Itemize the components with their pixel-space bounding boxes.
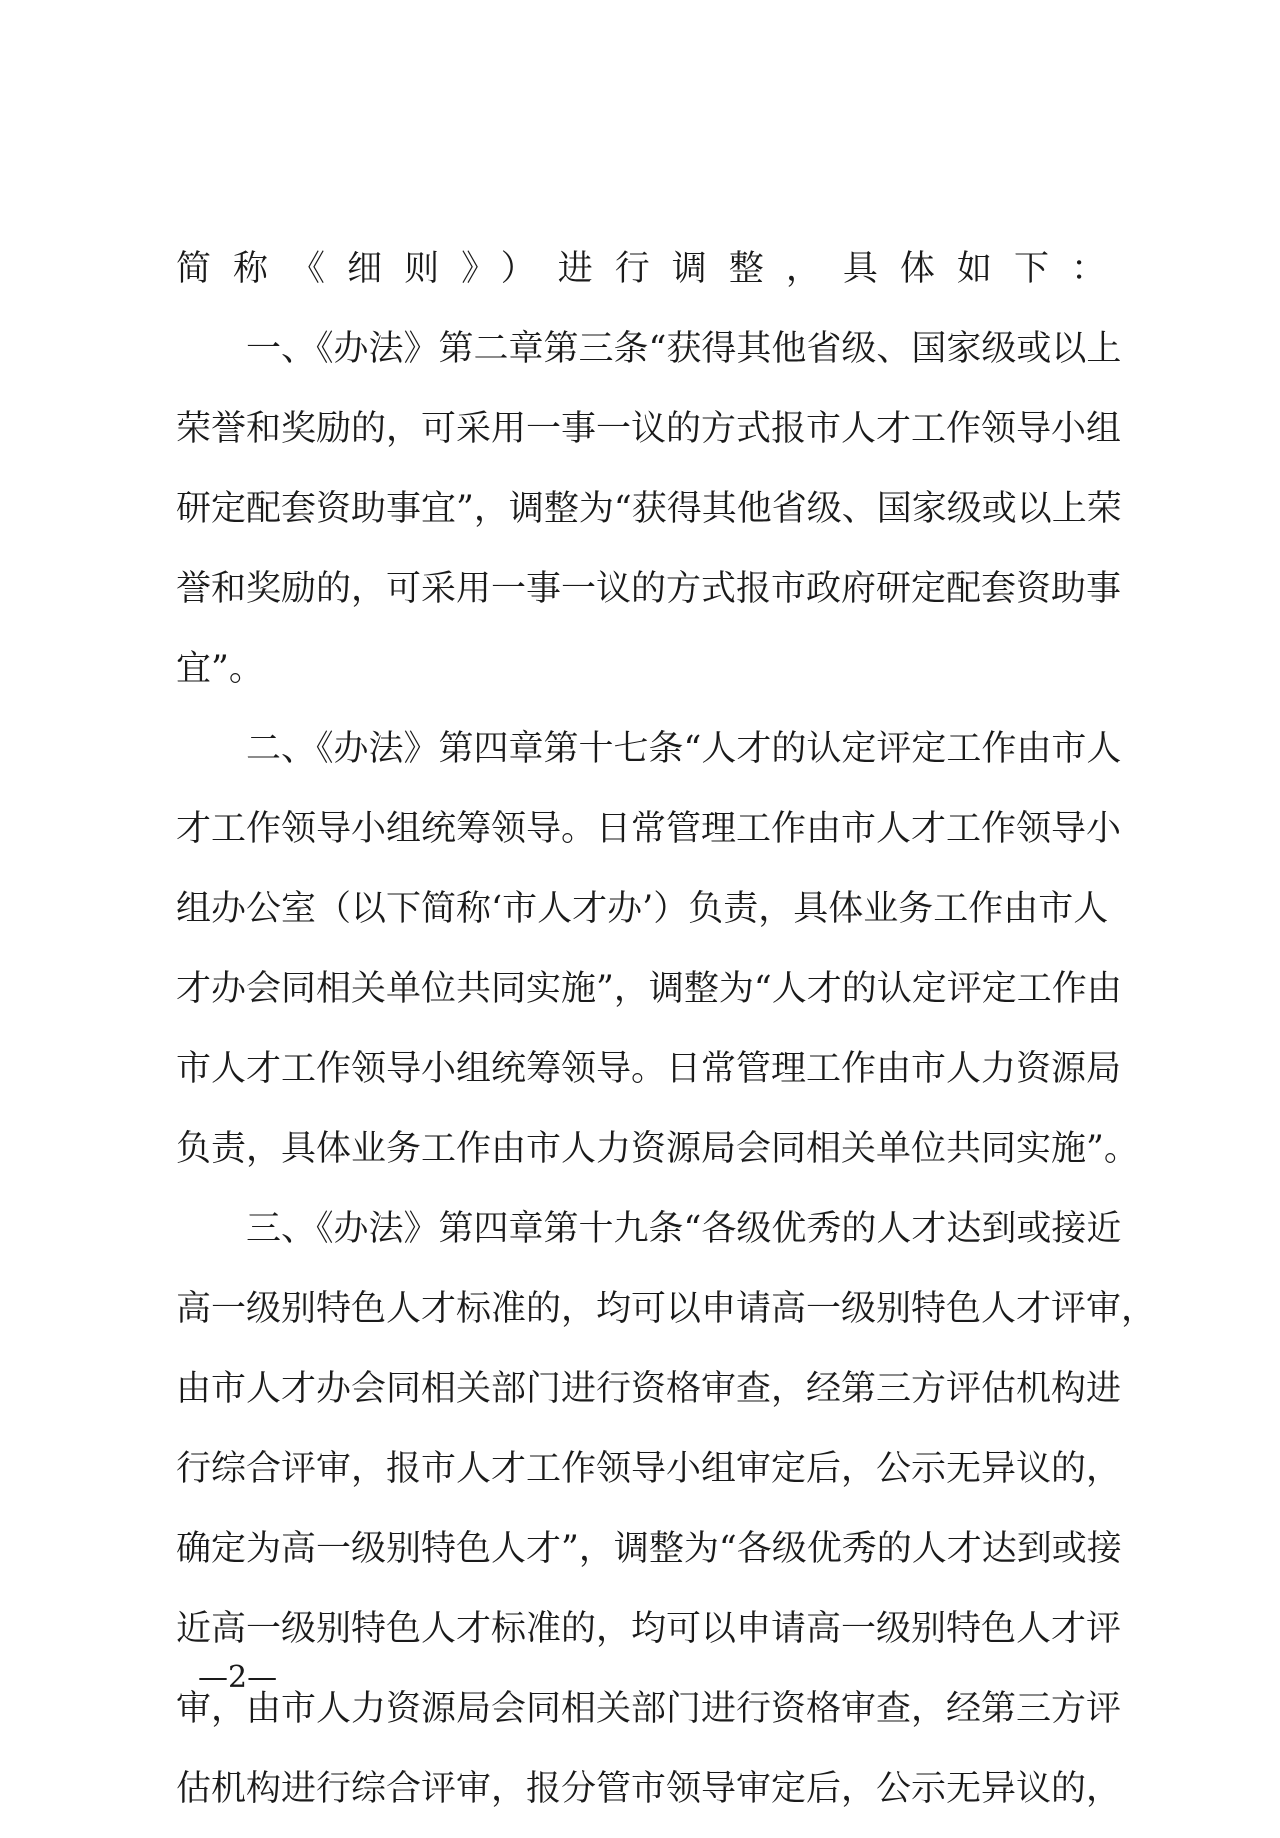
- text-line: 由市人才办会同相关部门进行资格审查，经第三方评估机构进: [176, 1369, 1122, 1409]
- paragraph-1-line: 一、《办法》第二章第三条“获得其他省级、国家级或以上: [246, 329, 1122, 369]
- text-line: 市人才工作领导小组统筹领导。日常管理工作由市人力资源局: [176, 1049, 1122, 1089]
- text-line: 行综合评审，报市人才工作领导小组审定后，公示无异议的，: [176, 1449, 1122, 1489]
- paragraph-2-line: 二、《办法》第四章第十七条“人才的认定评定工作由市人: [246, 729, 1122, 769]
- text-line: 负责，具体业务工作由市人力资源局会同相关单位共同实施”。: [176, 1129, 1139, 1169]
- text-line: 审，由市人力资源局会同相关部门进行资格审查，经第三方评: [176, 1689, 1122, 1729]
- paragraph-3-line: 三、《办法》第四章第十九条“各级优秀的人才达到或接近: [246, 1209, 1122, 1249]
- text-line: 近高一级别特色人才标准的，均可以申请高一级别特色人才评: [176, 1609, 1122, 1649]
- document-body: [176, 238, 1157, 1838]
- page-number: —2—: [198, 1660, 278, 1695]
- text-line: 确定为高一级别特色人才”，调整为“各级优秀的人才达到或接: [176, 1529, 1122, 1569]
- text-line: 才工作领导小组统筹领导。日常管理工作由市人才工作领导小: [176, 809, 1122, 849]
- text-line: 荣誉和奖励的，可采用一事一议的方式报市人才工作领导小组: [176, 409, 1122, 449]
- text-line: 估机构进行综合评审，报分管市领导审定后，公示无异议的，: [176, 1769, 1122, 1809]
- text-line: 研定配套资助事宜”，调整为“获得其他省级、国家级或以上荣: [176, 489, 1122, 529]
- text-line: 组办公室（以下简称‘市人才办’）负责，具体业务工作由市人: [176, 889, 1109, 929]
- text-line: 誉和奖励的，可采用一事一议的方式报市政府研定配套资助事: [176, 569, 1122, 609]
- text-line: 宜”。: [176, 649, 264, 689]
- text-line: 简称《细则》）进行调整，具体如下：: [176, 249, 1106, 289]
- text-line: 高一级别特色人才标准的，均可以申请高一级别特色人才评审，: [176, 1289, 1157, 1329]
- text-line: 才办会同相关单位共同实施”，调整为“人才的认定评定工作由: [176, 969, 1122, 1009]
